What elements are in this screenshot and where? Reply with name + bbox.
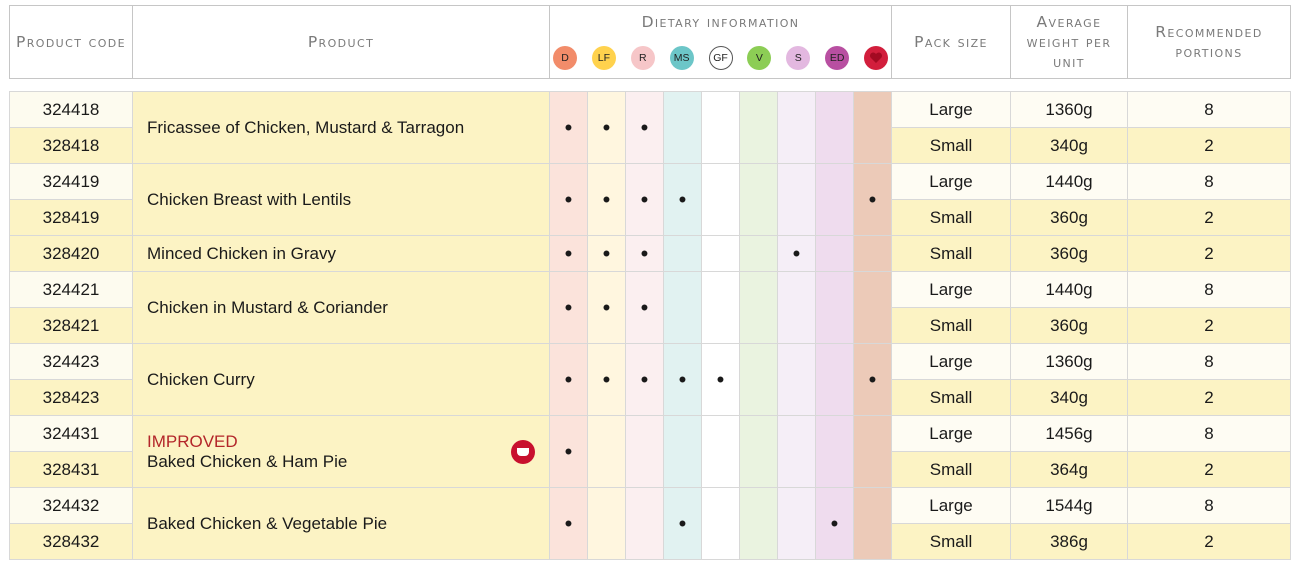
diet-icon-ed: ED <box>825 46 849 70</box>
average-weight-cell: 1360g <box>1011 92 1128 128</box>
diet-cell-ed <box>816 272 854 344</box>
average-weight-cell: 340g <box>1011 380 1128 416</box>
diet-cell-heart <box>854 92 892 164</box>
header-recommended-portions: Recommended portions <box>1128 6 1291 79</box>
diet-icon-lf: LF <box>592 46 616 70</box>
pie-icon <box>511 440 535 464</box>
product-code-cell: 324432 <box>10 488 133 524</box>
diet-cell-ed <box>816 92 854 164</box>
diet-cell-gf: • <box>702 344 740 416</box>
table-row <box>10 164 1291 200</box>
diet-cell-ed <box>816 164 854 236</box>
diet-cell-heart <box>854 272 892 344</box>
portions-cell: 8 <box>1128 92 1291 128</box>
diet-cell-lf: • <box>588 164 626 236</box>
diet-cell-ed: • <box>816 488 854 560</box>
pack-size-cell: Small <box>892 236 1011 272</box>
diet-cell-gf <box>702 416 740 488</box>
pack-size-cell: Small <box>892 200 1011 236</box>
product-name-cell <box>133 236 550 272</box>
product-code-cell: 324419 <box>10 164 133 200</box>
average-weight-cell: 364g <box>1011 452 1128 488</box>
diet-cell-gf <box>702 164 740 236</box>
diet-cell-heart <box>854 416 892 488</box>
portions-cell: 2 <box>1128 380 1291 416</box>
diet-cell-r: • <box>626 344 664 416</box>
diet-cell-v <box>740 92 778 164</box>
diet-cell-lf <box>588 416 626 488</box>
diet-cell-s: • <box>778 236 816 272</box>
dietary-icons-row <box>550 38 892 79</box>
diet-cell-d: • <box>550 164 588 236</box>
product-code-cell: 328423 <box>10 380 133 416</box>
product-name-cell <box>133 164 550 236</box>
diet-cell-lf: • <box>588 236 626 272</box>
diet-cell-s <box>778 344 816 416</box>
pack-size-cell: Small <box>892 524 1011 560</box>
product-name: Baked Chicken & Vegetable Pie <box>147 513 388 533</box>
diet-icon-gf: GF <box>709 46 733 70</box>
diet-cell-lf <box>588 488 626 560</box>
diet-cell-r <box>626 488 664 560</box>
portions-cell: 2 <box>1128 452 1291 488</box>
diet-cell-v <box>740 344 778 416</box>
pack-size-cell: Large <box>892 272 1011 308</box>
diet-cell-v <box>740 236 778 272</box>
pack-size-cell: Small <box>892 128 1011 164</box>
portions-cell: 2 <box>1128 236 1291 272</box>
header-product: Product <box>133 6 550 79</box>
pack-size-cell: Small <box>892 308 1011 344</box>
portions-cell: 2 <box>1128 200 1291 236</box>
diet-cell-heart: • <box>854 344 892 416</box>
product-name: Minced Chicken in Gravy <box>147 243 336 263</box>
product-name-cell <box>133 488 550 560</box>
table-row <box>10 92 1291 128</box>
diet-cell-gf <box>702 236 740 272</box>
product-table <box>9 5 1291 560</box>
diet-cell-d: • <box>550 488 588 560</box>
portions-cell: 8 <box>1128 164 1291 200</box>
diet-cell-r <box>626 416 664 488</box>
diet-cell-ed <box>816 344 854 416</box>
average-weight-cell: 1360g <box>1011 344 1128 380</box>
diet-cell-d: • <box>550 416 588 488</box>
diet-cell-s <box>778 488 816 560</box>
diet-cell-v <box>740 272 778 344</box>
diet-cell-d: • <box>550 236 588 272</box>
diet-cell-r: • <box>626 164 664 236</box>
table-row <box>10 344 1291 380</box>
portions-cell: 8 <box>1128 344 1291 380</box>
diet-cell-gf <box>702 92 740 164</box>
pack-size-cell: Large <box>892 164 1011 200</box>
diet-cell-r: • <box>626 92 664 164</box>
pack-size-cell: Small <box>892 452 1011 488</box>
diet-cell-ms: • <box>664 488 702 560</box>
diet-cell-v <box>740 416 778 488</box>
average-weight-cell: 340g <box>1011 128 1128 164</box>
diet-cell-gf <box>702 272 740 344</box>
diet-cell-ms <box>664 92 702 164</box>
product-name: Chicken Curry <box>147 369 255 389</box>
product-name-cell <box>133 344 550 416</box>
diet-cell-s <box>778 164 816 236</box>
product-table-body <box>10 92 1291 560</box>
product-code-cell: 324421 <box>10 272 133 308</box>
diet-cell-lf: • <box>588 272 626 344</box>
product-name-cell <box>133 416 550 488</box>
diet-cell-heart <box>854 236 892 272</box>
product-code-cell: 328419 <box>10 200 133 236</box>
product-code-cell: 324431 <box>10 416 133 452</box>
diet-cell-ms <box>664 236 702 272</box>
average-weight-cell: 1456g <box>1011 416 1128 452</box>
table-row <box>10 272 1291 308</box>
diet-cell-r: • <box>626 272 664 344</box>
average-weight-cell: 386g <box>1011 524 1128 560</box>
diet-cell-s <box>778 416 816 488</box>
diet-cell-ed <box>816 416 854 488</box>
diet-cell-s <box>778 92 816 164</box>
product-table-wrapper <box>9 5 1291 560</box>
average-weight-cell: 1544g <box>1011 488 1128 524</box>
diet-icon-r: R <box>631 46 655 70</box>
portions-cell: 2 <box>1128 308 1291 344</box>
diet-icon-s: S <box>786 46 810 70</box>
average-weight-cell: 1440g <box>1011 164 1128 200</box>
diet-cell-ms <box>664 416 702 488</box>
product-code-cell: 324423 <box>10 344 133 380</box>
portions-cell: 2 <box>1128 128 1291 164</box>
average-weight-cell: 360g <box>1011 236 1128 272</box>
product-name: Fricassee of Chicken, Mustard & Tarragon <box>147 117 465 137</box>
diet-cell-ms: • <box>664 344 702 416</box>
pack-size-cell: Large <box>892 92 1011 128</box>
product-name-cell <box>133 272 550 344</box>
product-name: Chicken in Mustard & Coriander <box>147 297 388 317</box>
diet-cell-ed <box>816 236 854 272</box>
diet-cell-lf: • <box>588 344 626 416</box>
product-code-cell: 324418 <box>10 92 133 128</box>
diet-icon-v: V <box>747 46 771 70</box>
header-average-weight: Average weight per unit <box>1011 6 1128 79</box>
product-code-cell: 328418 <box>10 128 133 164</box>
diet-icon-ms: MS <box>670 46 694 70</box>
diet-cell-heart: • <box>854 164 892 236</box>
diet-cell-r: • <box>626 236 664 272</box>
portions-cell: 8 <box>1128 272 1291 308</box>
diet-cell-heart <box>854 488 892 560</box>
diet-cell-v <box>740 164 778 236</box>
product-code-cell: 328420 <box>10 236 133 272</box>
header-product-code: Product code <box>10 6 133 79</box>
diet-cell-d: • <box>550 92 588 164</box>
improved-label: IMPROVED <box>147 431 238 451</box>
portions-cell: 8 <box>1128 488 1291 524</box>
diet-cell-ms: • <box>664 164 702 236</box>
product-name: Chicken Breast with Lentils <box>147 189 352 209</box>
portions-cell: 8 <box>1128 416 1291 452</box>
average-weight-cell: 360g <box>1011 308 1128 344</box>
header-dietary-information: Dietary information <box>550 6 892 39</box>
diet-cell-lf: • <box>588 92 626 164</box>
product-code-cell: 328432 <box>10 524 133 560</box>
pack-size-cell: Large <box>892 344 1011 380</box>
product-name: Baked Chicken & Ham Pie <box>147 451 348 471</box>
product-code-cell: 328431 <box>10 452 133 488</box>
pack-size-cell: Large <box>892 488 1011 524</box>
diet-icon-d: D <box>553 46 577 70</box>
header-pack-size: Pack size <box>892 6 1011 79</box>
table-row <box>10 236 1291 272</box>
table-row <box>10 488 1291 524</box>
table-row <box>10 416 1291 452</box>
diet-cell-v <box>740 488 778 560</box>
diet-cell-ms <box>664 272 702 344</box>
average-weight-cell: 360g <box>1011 200 1128 236</box>
diet-cell-gf <box>702 488 740 560</box>
product-name-cell <box>133 92 550 164</box>
pack-size-cell: Large <box>892 416 1011 452</box>
diet-cell-d: • <box>550 272 588 344</box>
heart-icon <box>864 46 888 70</box>
diet-cell-d: • <box>550 344 588 416</box>
product-code-cell: 328421 <box>10 308 133 344</box>
portions-cell: 2 <box>1128 524 1291 560</box>
average-weight-cell: 1440g <box>1011 272 1128 308</box>
diet-cell-s <box>778 272 816 344</box>
pack-size-cell: Small <box>892 380 1011 416</box>
